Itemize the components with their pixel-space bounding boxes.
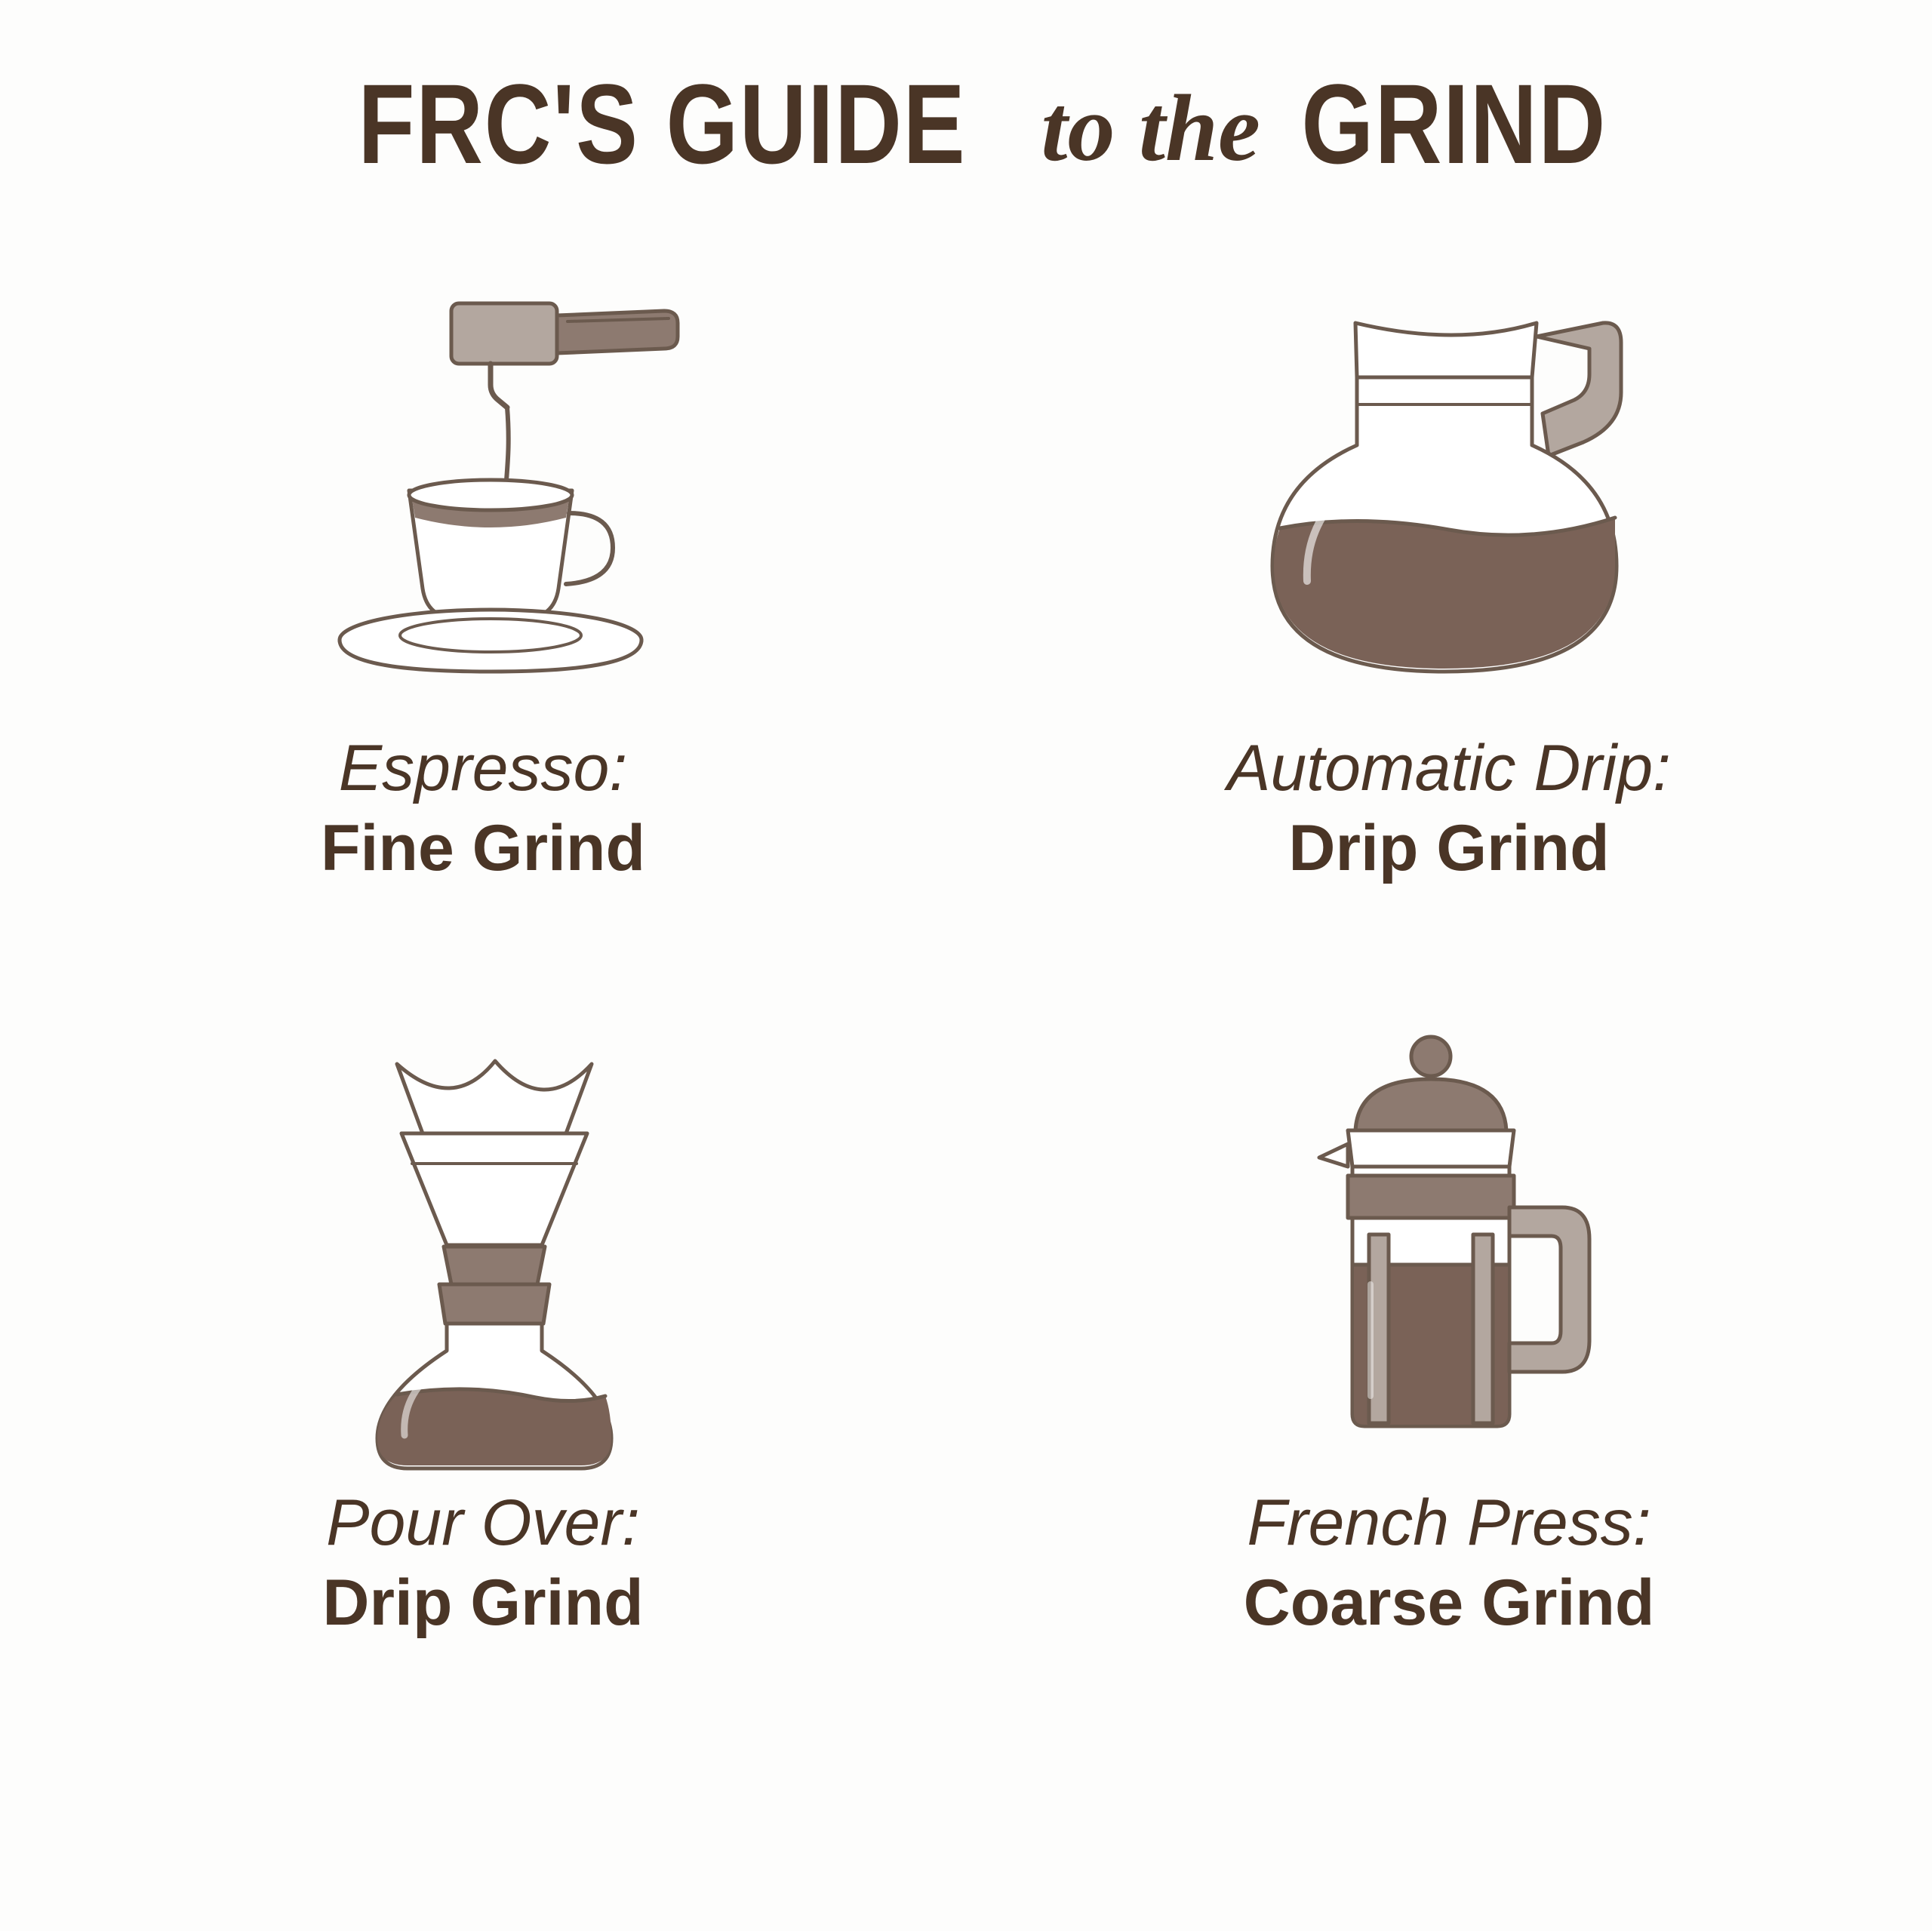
grind-label: Drip Grind <box>322 1567 644 1640</box>
method-card-pour-over <box>0 1004 966 1826</box>
caption-french-press <box>966 1487 1932 1640</box>
espresso-machine-icon <box>242 264 724 732</box>
title-part-1: FRC'S GUIDE <box>358 60 967 187</box>
caption-pour-over <box>0 1487 966 1640</box>
title-part-2: to the <box>1041 76 1260 181</box>
grind-label: Coarse Grind <box>1243 1567 1655 1640</box>
title-part-3: GRIND <box>1301 60 1607 187</box>
grind-label: Fine Grind <box>321 812 645 885</box>
method-card-espresso <box>0 249 966 1072</box>
method-card-french-press <box>966 1004 1932 1826</box>
french-press-icon <box>1208 1019 1690 1487</box>
page-title <box>0 59 1932 189</box>
methods-grid <box>0 249 1932 1894</box>
caption-automatic-drip <box>966 732 1932 885</box>
caption-espresso <box>0 732 966 885</box>
coffee-carafe-icon <box>1208 264 1690 732</box>
pour-over-chemex-icon <box>242 1019 724 1487</box>
method-label: French Press: <box>1247 1487 1651 1559</box>
method-label: Automatic Drip: <box>1227 732 1671 804</box>
method-card-automatic-drip <box>966 249 1932 1072</box>
method-label: Espresso: <box>338 732 628 804</box>
method-label: Pour Over: <box>326 1487 640 1559</box>
grind-label: Drip Grind <box>1288 812 1610 885</box>
